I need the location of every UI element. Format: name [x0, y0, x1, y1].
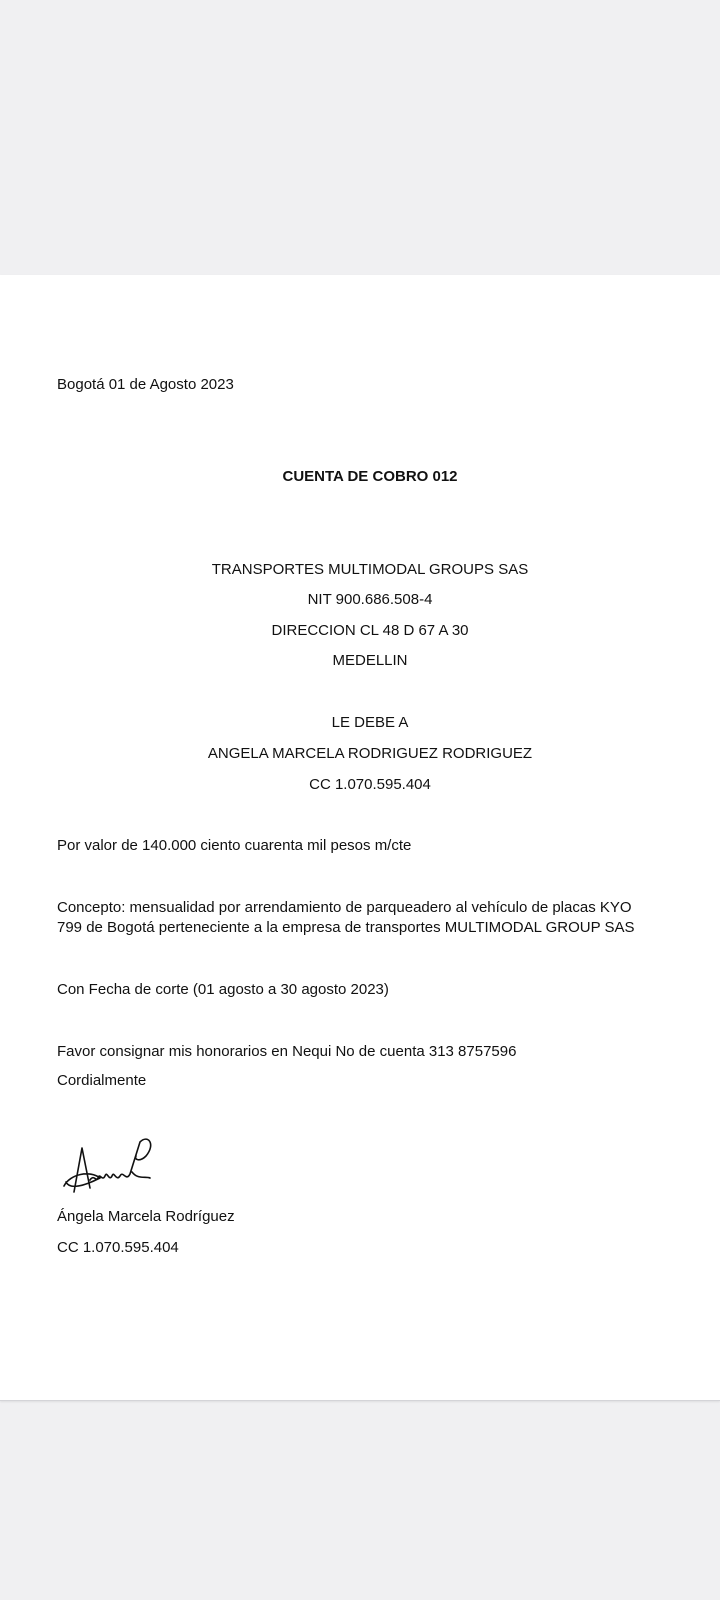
- concept-line-1: Concepto: mensualidad por arrendamiento de parqueadero al vehículo de placas KYO: [57, 899, 632, 916]
- date-line: Bogotá 01 de Agosto 2023: [57, 376, 234, 393]
- payment-line: Favor consignar mis honorarios en Nequi No de cuenta 313 8757596: [57, 1043, 517, 1060]
- owes-to-label: LE DEBE A: [331, 714, 409, 731]
- creditor-id: CC 1.070.595.404: [309, 776, 431, 793]
- debtor-address: DIRECCION CL 48 D 67 A 30: [271, 622, 469, 639]
- period-line: Con Fecha de corte (01 agosto a 30 agosto 2023): [57, 981, 389, 998]
- signature-image: [60, 1130, 160, 1200]
- closing-line: Cordialmente: [57, 1072, 147, 1089]
- signer-id: CC 1.070.595.404: [57, 1239, 179, 1256]
- debtor-nit: NIT 900.686.508-4: [307, 591, 433, 608]
- signer-name: Ángela Marcela Rodríguez: [57, 1208, 235, 1225]
- document-title: CUENTA DE COBRO 012: [282, 468, 458, 485]
- debtor-city: MEDELLIN: [332, 652, 408, 669]
- debtor-name: TRANSPORTES MULTIMODAL GROUPS SAS: [211, 561, 529, 578]
- amount-line: Por valor de 140.000 ciento cuarenta mil pesos m/cte: [57, 837, 412, 854]
- concept-line-2: 799 de Bogotá perteneciente a la empresa de transportes MULTIMODAL GROUP SAS: [57, 919, 635, 936]
- creditor-name: ANGELA MARCELA RODRIGUEZ RODRIGUEZ: [207, 745, 533, 762]
